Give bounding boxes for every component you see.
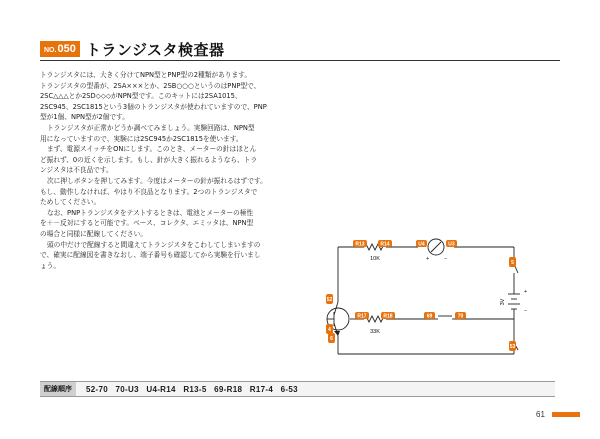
body-line: なお、PNPトランジスタをテストするときは、電池とメーターの極性: [47, 208, 254, 217]
body-line: ためしてください。: [40, 198, 101, 207]
body-text: [40, 70, 302, 271]
badge-number: 050: [57, 43, 76, 55]
battery-minus-sign: −: [524, 308, 528, 314]
body-line: もし、動作しなければ、やはり不良品となります。2つのトランジスタで: [40, 187, 258, 196]
body-line: の場合と同様に配線してください。: [40, 229, 147, 238]
page-number-accent-bar: [552, 412, 580, 417]
resistor-33k-label: 33K: [370, 329, 380, 335]
page-number: 61: [536, 410, 545, 419]
body-line: ょう。: [40, 261, 61, 270]
resistor-10k-label: 10K: [370, 256, 380, 262]
body-line: 次に押しボタンを押してみます。今度はメーターの針が振れるはずです。: [47, 176, 267, 185]
badge-prefix: NO.: [44, 47, 57, 54]
wiring-order-bar: [40, 381, 555, 397]
terminal-u4: U4: [418, 241, 425, 248]
battery-plus-sign: +: [524, 289, 528, 295]
meter-plus-sign: +: [426, 256, 430, 262]
terminal-53: 53: [509, 344, 516, 350]
project-number-badge: [40, 41, 80, 57]
body-line: ンジスタは不良品です。: [40, 166, 113, 175]
body-line: 用になっていますので、実験には2SC945か2SC1815を使います。: [40, 134, 243, 143]
terminal-52: 52: [326, 297, 333, 303]
body-line: 頭の中だけで配線すると間違えてトランジスタをこわしてしまいますの: [47, 240, 261, 249]
body-line: 2SC△△△とか2SD◇◇◇がNPN型です。このキットには2SA1015、: [40, 92, 242, 101]
battery-voltage-label: 3V: [500, 298, 506, 306]
page-header: [40, 38, 560, 60]
body-line: ど振れず、0の近くを示します。もし、針が大きく振れるようなら、トラ: [40, 155, 258, 164]
body-line: トランジスタの型番が、2SA×××とか、2SB○○○というのはPNP型で、: [40, 81, 261, 90]
title-rule: [40, 60, 560, 61]
body-line: を＋－反対にすると可能です。ベース、コレクタ、エミッタは、NPN型: [40, 219, 254, 228]
terminal-r18: R18: [383, 313, 393, 320]
terminal-r17: R17: [357, 313, 367, 320]
terminal-69: 69: [426, 313, 433, 320]
body-line: トランジスタが正常かどうか調べてみましょう。実験回路は、NPN型: [47, 123, 255, 132]
wiring-sequence: 52-70 70-U3 U4-R14 R13-5 69-R18 R17-4 6-53: [86, 384, 298, 394]
terminal-5: 5: [511, 260, 514, 266]
body-line: トランジスタには、大きく分けてNPN型とPNP型の2種類があります。: [40, 71, 252, 79]
body-line: 2SC945、2SC1815という3個のトランジスタが使われていますので、PNP: [40, 102, 267, 111]
body-line: 型が1個、NPN型が2個です。: [40, 113, 129, 122]
body-line: まず、電源スイッチをONにします。このとき、メーターの針はほとん: [47, 145, 257, 154]
terminal-u3: U3: [448, 241, 455, 248]
terminal-6: 6: [330, 336, 333, 342]
circuit-diagram: [300, 230, 555, 365]
terminal-r14: R14: [380, 241, 390, 248]
terminal-70: 70: [457, 313, 464, 320]
body-line: で、確実に配線図を書きなおし、端子番号も確認してから実験を行いまし: [40, 251, 261, 260]
page-title: トランジスタ検査器: [85, 40, 225, 59]
meter-minus-sign: −: [444, 256, 448, 262]
wiring-order-label: 配線順序: [40, 382, 76, 396]
terminal-r13: R13: [355, 241, 365, 248]
terminal-4: 4: [328, 327, 331, 333]
